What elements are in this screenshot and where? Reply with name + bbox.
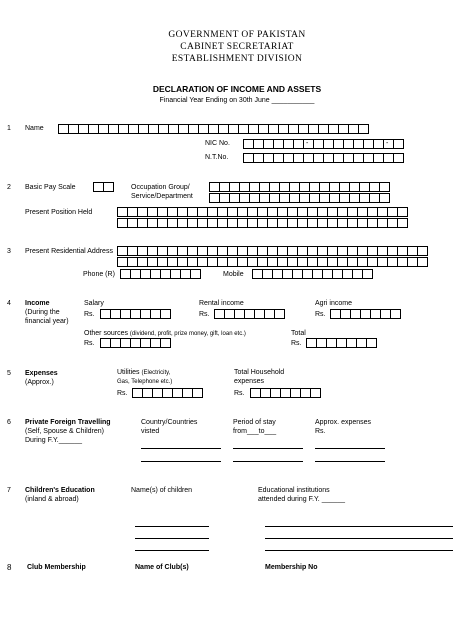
name-boxes[interactable] xyxy=(58,124,369,134)
utilities-detail: (Electricity, xyxy=(141,370,171,376)
total-income-boxes[interactable] xyxy=(306,338,377,348)
club-label: Club Membership xyxy=(27,564,86,571)
char-box[interactable] xyxy=(160,309,171,319)
occupation-boxes-2[interactable] xyxy=(209,193,390,203)
rental-boxes[interactable] xyxy=(214,309,285,319)
total-rs-label: Rs. xyxy=(291,340,302,347)
agri-rs-label: Rs. xyxy=(315,311,326,318)
bps-label: Basic Pay Scale xyxy=(25,184,76,191)
other-sources-label xyxy=(84,330,246,338)
expenses-approx-label: (Approx.) xyxy=(25,379,54,386)
name-label: Name xyxy=(25,125,44,132)
utilities-boxes[interactable] xyxy=(132,388,203,398)
nic-label: NIC No. xyxy=(205,140,230,147)
mobile-boxes[interactable] xyxy=(252,269,373,279)
institutions-label: Educational institutions xyxy=(258,487,330,494)
char-box[interactable] xyxy=(192,388,203,398)
section-number: 3 xyxy=(7,248,11,255)
char-box[interactable] xyxy=(103,182,114,192)
dash-separator: - xyxy=(306,140,309,147)
total-household-label: Total Household xyxy=(234,369,285,376)
utilities-detail-2: Gas, Telephone etc.) xyxy=(117,379,173,385)
total-label: Total xyxy=(291,330,306,337)
nic-boxes[interactable] xyxy=(243,139,404,149)
period-label: Period of stay xyxy=(233,419,276,426)
char-box[interactable] xyxy=(310,388,321,398)
section-number: 4 xyxy=(7,300,11,307)
agri-boxes[interactable] xyxy=(330,309,401,319)
travel-fy-label: During F.Y.______ xyxy=(25,437,83,444)
form-title: DECLARATION OF INCOME AND ASSETS xyxy=(152,84,322,94)
occupation-boxes-1[interactable] xyxy=(209,182,390,192)
char-box[interactable] xyxy=(390,309,401,319)
phone-label: Phone (R) xyxy=(83,271,115,278)
total-household-label-2: expenses xyxy=(234,378,264,385)
countries-line-2[interactable] xyxy=(141,461,221,462)
char-box[interactable] xyxy=(397,218,408,228)
char-box[interactable] xyxy=(274,309,285,319)
salary-label: Salary xyxy=(84,300,104,307)
utilities-label xyxy=(117,369,170,377)
approx-rs-label: Rs. xyxy=(315,428,326,435)
char-box[interactable] xyxy=(417,257,428,267)
club-names-label: Name of Club(s) xyxy=(135,564,189,571)
char-box[interactable] xyxy=(397,207,408,217)
char-box[interactable] xyxy=(379,193,390,203)
govt-heading: GOVERNMENT OF PAKISTAN xyxy=(168,30,306,40)
institution-line-1[interactable] xyxy=(265,526,453,527)
membership-no-label: Membership No xyxy=(265,564,318,571)
char-box[interactable] xyxy=(417,246,428,256)
section-number: 2 xyxy=(7,184,11,191)
agri-label: Agri income xyxy=(315,300,352,307)
section-number: 7 xyxy=(7,487,11,494)
rental-rs-label: Rs. xyxy=(199,311,210,318)
education-label: Children's Education xyxy=(25,487,95,494)
section-number: 5 xyxy=(7,370,11,377)
income-fy-label: financial year) xyxy=(25,318,69,325)
section-number: 8 xyxy=(7,563,12,572)
char-box[interactable] xyxy=(379,182,390,192)
ntn-boxes[interactable] xyxy=(243,153,404,163)
cabinet-heading: CABINET SECRETARIAT xyxy=(180,42,294,52)
salary-boxes[interactable] xyxy=(100,309,171,319)
ntn-label: N.T.No. xyxy=(205,154,229,161)
section-number: 6 xyxy=(7,419,11,426)
period-line-1[interactable] xyxy=(233,448,303,449)
char-box[interactable] xyxy=(358,124,369,134)
dash-separator: - xyxy=(386,140,389,147)
char-box[interactable] xyxy=(366,338,377,348)
occupation-label: Occupation Group/ xyxy=(131,184,190,191)
position-boxes-1[interactable] xyxy=(117,207,408,217)
rental-label: Rental income xyxy=(199,300,244,307)
countries-line-1[interactable] xyxy=(141,448,221,449)
char-box[interactable] xyxy=(160,338,171,348)
section-number: 1 xyxy=(7,125,11,132)
travel-sub-label: (Self, Spouse & Children) xyxy=(25,428,104,435)
address-label: Present Residential Address xyxy=(25,248,113,255)
occupation-label-2: Service/Department xyxy=(131,193,193,200)
institution-line-2[interactable] xyxy=(265,538,453,539)
income-label: Income xyxy=(25,300,50,307)
household-boxes[interactable] xyxy=(250,388,321,398)
mobile-label: Mobile xyxy=(223,271,244,278)
other-sources-boxes[interactable] xyxy=(100,338,171,348)
household-rs-label: Rs. xyxy=(234,390,245,397)
approx-expenses-label: Approx. expenses xyxy=(315,419,372,426)
child-name-line-3[interactable] xyxy=(135,550,209,551)
bps-boxes[interactable] xyxy=(93,182,114,192)
child-name-line-2[interactable] xyxy=(135,538,209,539)
char-box[interactable] xyxy=(393,153,404,163)
expenses-line-1[interactable] xyxy=(315,448,385,449)
char-box[interactable] xyxy=(362,269,373,279)
salary-rs-label: Rs. xyxy=(84,311,95,318)
income-during-label: (During the xyxy=(25,309,60,316)
position-boxes-2[interactable] xyxy=(117,218,408,228)
division-heading: ESTABLISHMENT DIVISION xyxy=(171,54,303,64)
utilities-rs-label: Rs. xyxy=(117,390,128,397)
child-name-line-1[interactable] xyxy=(135,526,209,527)
other-sources-text: Other sources xyxy=(84,330,128,337)
form-subtitle: Financial Year Ending on 30th June ___________ xyxy=(159,97,315,104)
utilities-text: Utilities xyxy=(117,369,140,376)
other-sources-detail: (dividend, profit, prize money, gift, loan etc.) xyxy=(129,331,246,337)
period-line-2[interactable] xyxy=(233,461,303,462)
other-rs-label: Rs. xyxy=(84,340,95,347)
phone-boxes[interactable] xyxy=(120,269,201,279)
institution-line-3[interactable] xyxy=(265,550,453,551)
char-box[interactable] xyxy=(190,269,201,279)
expenses-label: Expenses xyxy=(25,370,58,377)
expenses-line-2[interactable] xyxy=(315,461,385,462)
institutions-fy-label: attended during F.Y. ______ xyxy=(258,496,346,503)
countries-label: Country/Countries xyxy=(141,419,198,426)
address-boxes-2[interactable] xyxy=(117,257,428,267)
char-box[interactable] xyxy=(393,139,404,149)
children-names-label: Name(s) of children xyxy=(131,487,193,494)
countries-label-2: visted xyxy=(141,428,160,435)
period-label-2: from___to___ xyxy=(233,428,277,435)
address-boxes-1[interactable] xyxy=(117,246,428,256)
education-sub-label: (inland & abroad) xyxy=(25,496,79,503)
position-label: Present Position Held xyxy=(25,209,93,216)
travel-label: Private Foreign Travelling xyxy=(25,419,111,426)
